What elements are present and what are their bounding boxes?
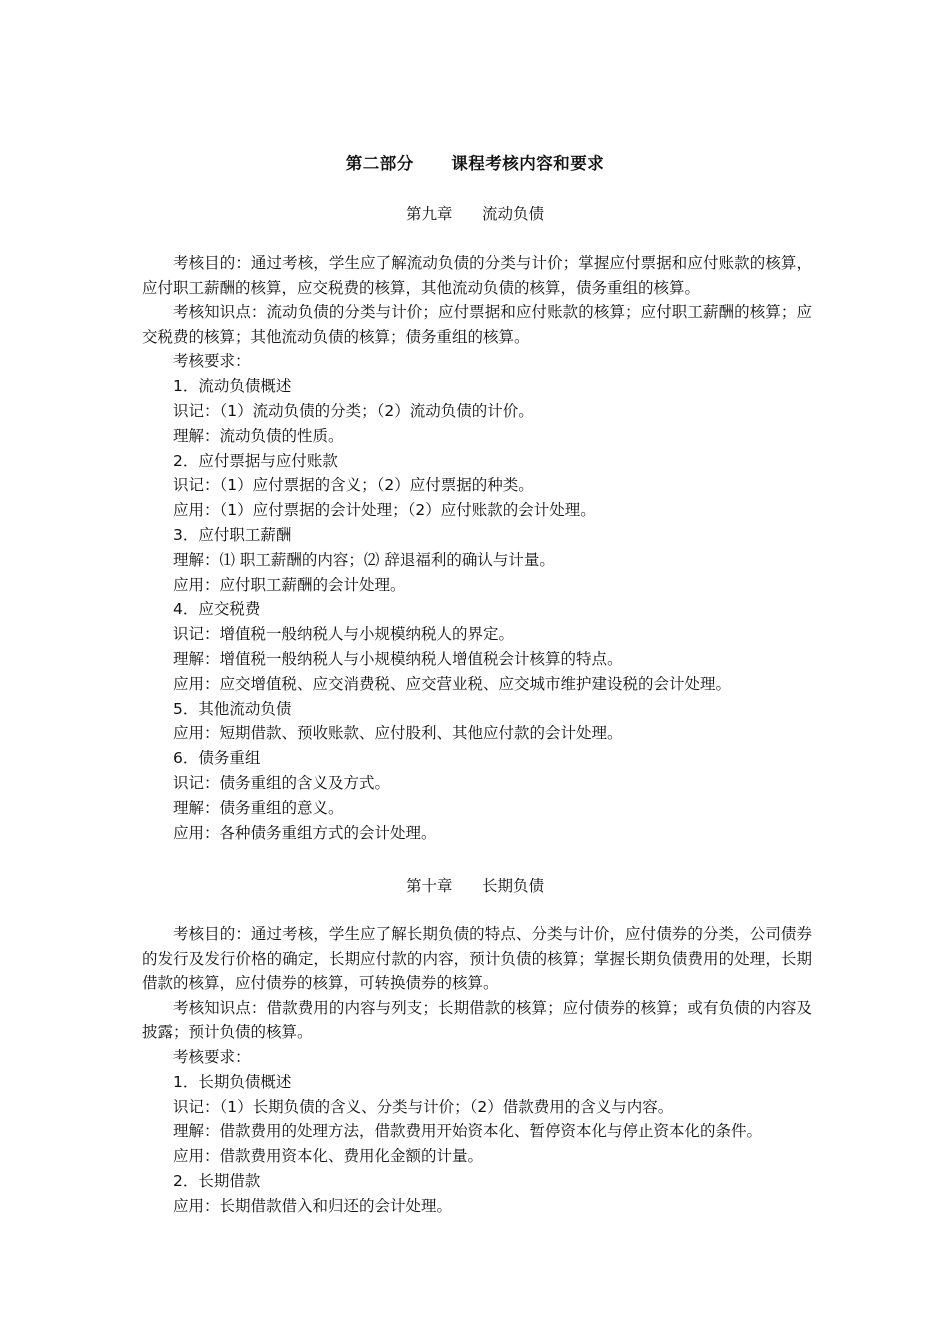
requirement-line: 理解：债务重组的意义。 (173, 798, 344, 817)
requirement-line: 理解：借款费用的处理方法，借款费用开始资本化、暂停资本化与停止资本化的条件。 (173, 1122, 763, 1141)
requirement-line: 应用：短期借款、预收账款、应付股利、其他应付款的会计处理。 (173, 724, 623, 743)
requirement-line: 识记：（1）应付票据的含义；（2）应付票据的种类。 (173, 476, 534, 495)
requirement-line: 应用：应付职工薪酬的会计处理。 (173, 575, 406, 594)
section-heading: 6．债务重组 (173, 749, 261, 768)
assessment-knowledge-points: 考核知识点：流动负债的分类与计价；应付票据和应付账款的核算；应付职工薪酬的核算；应交税费的核算；其他流动负债的核算；债务重组的核算。 (142, 303, 812, 346)
section-heading: 5．其他流动负债 (173, 699, 292, 718)
section-heading: 2．长期借款 (173, 1171, 261, 1190)
section-heading: 3．应付职工薪酬 (173, 525, 292, 544)
part-title: 第二部分 课程考核内容和要求 (345, 154, 605, 173)
requirement-line: 理解：流动负债的性质。 (173, 426, 344, 445)
requirements-heading: 考核要求： (173, 352, 251, 371)
requirement-line: 理解：⑴ 职工薪酬的内容；⑵ 辞退福利的确认与计量。 (173, 550, 555, 569)
assessment-knowledge-points: 考核知识点：借款费用的内容与列支；长期借款的核算；应付债券的核算；或有负债的内容及披露；预计负债的核算。 (142, 998, 812, 1042)
assessment-purpose: 考核目的：通过考核，学生应了解长期负债的特点、分类与计价，应付债券的分类，公司债券的发行及发行价格的确定，长期应付款的内容，预计负债的核算；掌握长期负债费用的处理，长期借款的核算，应付债券的核算，可转换债券的核算。 (142, 925, 812, 993)
requirement-line: 识记：（1）长期负债的含义、分类与计价；（2）借款费用的含义与内容。 (173, 1097, 674, 1116)
requirement-line: 理解：增值税一般纳税人与小规模纳税人增值税会计核算的特点。 (173, 649, 623, 668)
requirement-line: 识记：债务重组的含义及方式。 (173, 773, 391, 792)
requirement-line: 应用：长期借款借入和归还的会计处理。 (173, 1196, 453, 1215)
section-heading: 1．长期负债概述 (173, 1072, 292, 1091)
requirement-line: 应用：应交增值税、应交消费税、应交营业税、应交城市维护建设税的会计处理。 (173, 674, 732, 693)
requirements-heading: 考核要求： (173, 1047, 251, 1066)
section-heading: 2．应付票据与应付账款 (173, 451, 338, 470)
chapter-9-body (142, 251, 812, 845)
chapter-10-title: 第十章 长期负债 (405, 877, 545, 895)
section-heading: 1．流动负债概述 (173, 377, 292, 396)
requirement-line: 应用：借款费用资本化、费用化金额的计量。 (173, 1147, 484, 1166)
chapter-10-body (142, 922, 812, 1219)
requirement-line: 应用：各种债务重组方式的会计处理。 (173, 823, 437, 842)
requirement-line: 识记：（1）流动负债的分类；（2）流动负债的计价。 (173, 401, 534, 420)
requirement-line: 应用：（1）应付票据的会计处理；（2）应付账款的会计处理。 (173, 501, 596, 520)
assessment-purpose: 考核目的：通过考核，学生应了解流动负债的分类与计价；掌握应付票据和应付账款的核算，应付职工薪酬的核算，应交税费的核算，其他流动负债的核算，债务重组的核算。 (142, 254, 812, 297)
chapter-9-title: 第九章 流动负债 (405, 205, 545, 223)
requirement-line: 识记：增值税一般纳税人与小规模纳税人的界定。 (173, 625, 515, 644)
section-heading: 4．应交税费 (173, 600, 261, 619)
